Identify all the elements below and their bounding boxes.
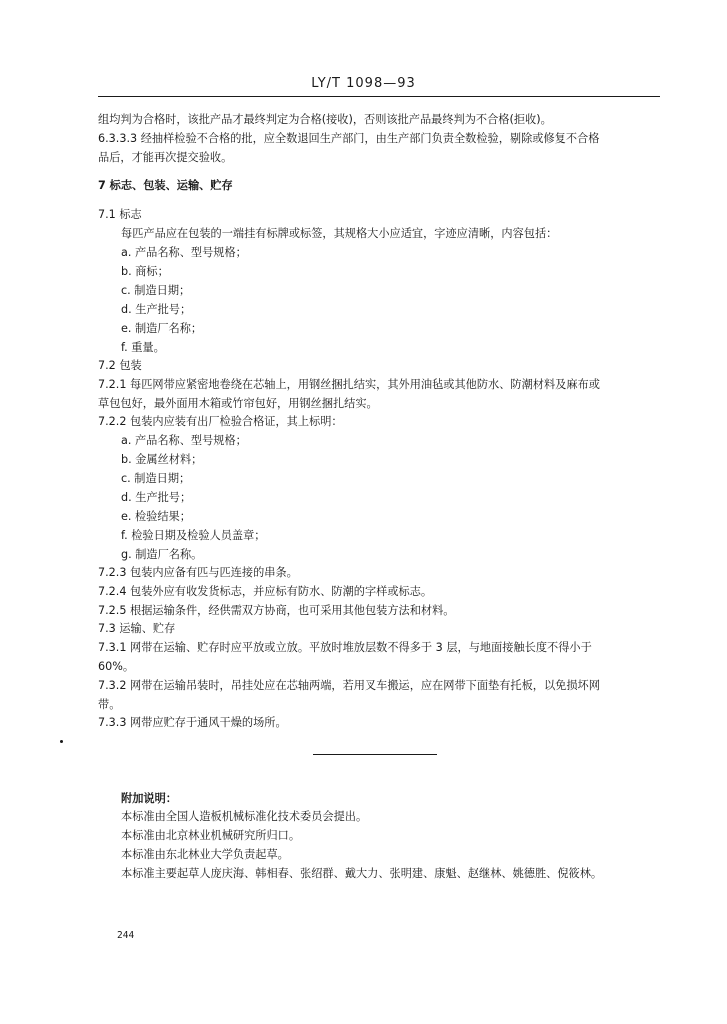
text-line-l37: 本标准主要起草人庞庆海、韩相春、张绍群、戴大力、张明建、康魁、赵继林、姚德胜、倪筱林。 (121, 867, 603, 880)
text-line-l14: 7.2.1 每匹网带应紧密地卷绕在芯轴上，用钢丝捆扎结实，其外用油毡或其他防水、防潮材料及麻布或 (98, 378, 600, 391)
text-line-l06: 每匹产品应在包装的一端挂有标牌或标签，其规格大小应适宜，字迹应清晰，内容包括： (121, 227, 558, 240)
text-line-l02: 6.3.3.3 经抽样检验不合格的批，应全数退回生产部门，由生产部门负责全数检验，剔除或修复不合格 (98, 132, 600, 145)
text-line-l36: 本标准由东北林业大学负责起草。 (121, 848, 289, 861)
standard-number-header: LY/T 1098—93 (311, 76, 416, 91)
text-line-l29: 60%。 (98, 660, 135, 673)
page-number: 244 (117, 930, 135, 941)
text-line-l07: a. 产品名称、型号规格； (121, 246, 247, 259)
text-line-l27: 7.3 运输、贮存 (98, 622, 176, 635)
text-line-l04: 7 标志、包装、运输、贮存 (98, 179, 233, 192)
text-line-l24: 7.2.3 包装内应备有匹与匹连接的串条。 (98, 566, 298, 579)
text-line-l03: 品后，才能再次提交验收。 (98, 151, 233, 164)
text-line-l23: g. 制造厂名称。 (121, 548, 203, 561)
text-line-l10: d. 生产批号； (121, 303, 192, 316)
text-line-l28: 7.3.1 网带在运输、贮存时应平放或立放。平放时堆放层数不得多于 3 层，与地面接触长度不得小于 (98, 641, 592, 654)
text-line-l11: e. 制造厂名称； (121, 322, 203, 335)
text-line-l35: 本标准由北京林业机械研究所归口。 (121, 829, 301, 842)
text-line-l13: 7.2 包装 (98, 359, 142, 372)
text-line-l19: c. 制造日期； (121, 472, 191, 485)
text-line-l30: 7.3.2 网带在运输吊装时，吊挂处应在芯轴两端，若用叉车搬运，应在网带下面垫有托板，以免损坏网 (98, 679, 600, 692)
text-line-l17: a. 产品名称、型号规格； (121, 434, 247, 447)
text-line-l18: b. 金属丝材料； (121, 453, 203, 466)
header-rule (98, 96, 660, 97)
text-line-l20: d. 生产批号； (121, 491, 192, 504)
text-line-l22: f. 检验日期及检验人员盖章； (121, 529, 266, 542)
text-line-l08: b. 商标； (121, 265, 169, 278)
text-line-l32: 7.3.3 网带应贮存于通风干燥的场所。 (98, 716, 287, 729)
text-line-l34: 本标准由全国人造板机械标准化技术委员会提出。 (121, 810, 368, 823)
text-line-l15: 草包包好，最外面用木箱或竹帘包好，用钢丝捆扎结实。 (98, 397, 378, 410)
text-line-l09: c. 制造日期； (121, 284, 191, 297)
text-line-l21: e. 检验结果； (121, 510, 191, 523)
text-line-l31: 带。 (98, 698, 121, 711)
scan-speck (60, 740, 63, 743)
text-line-l33: 附加说明： (121, 792, 177, 805)
text-line-l25: 7.2.4 包装外应有收发货标志，并应标有防水、防潮的字样或标志。 (98, 585, 433, 598)
text-line-l16: 7.2.2 包装内应装有出厂检验合格证，其上标明： (98, 415, 343, 428)
text-line-l12: f. 重量。 (121, 341, 165, 354)
text-line-l01: 组均判为合格时，该批产品才最终判定为合格(接收)，否则该批产品最终判为不合格(拒收)。 (98, 113, 552, 126)
text-line-l05: 7.1 标志 (98, 208, 142, 221)
text-line-l26: 7.2.5 根据运输条件，经供需双方协商，也可采用其他包装方法和材料。 (98, 604, 455, 617)
end-rule (313, 754, 437, 755)
